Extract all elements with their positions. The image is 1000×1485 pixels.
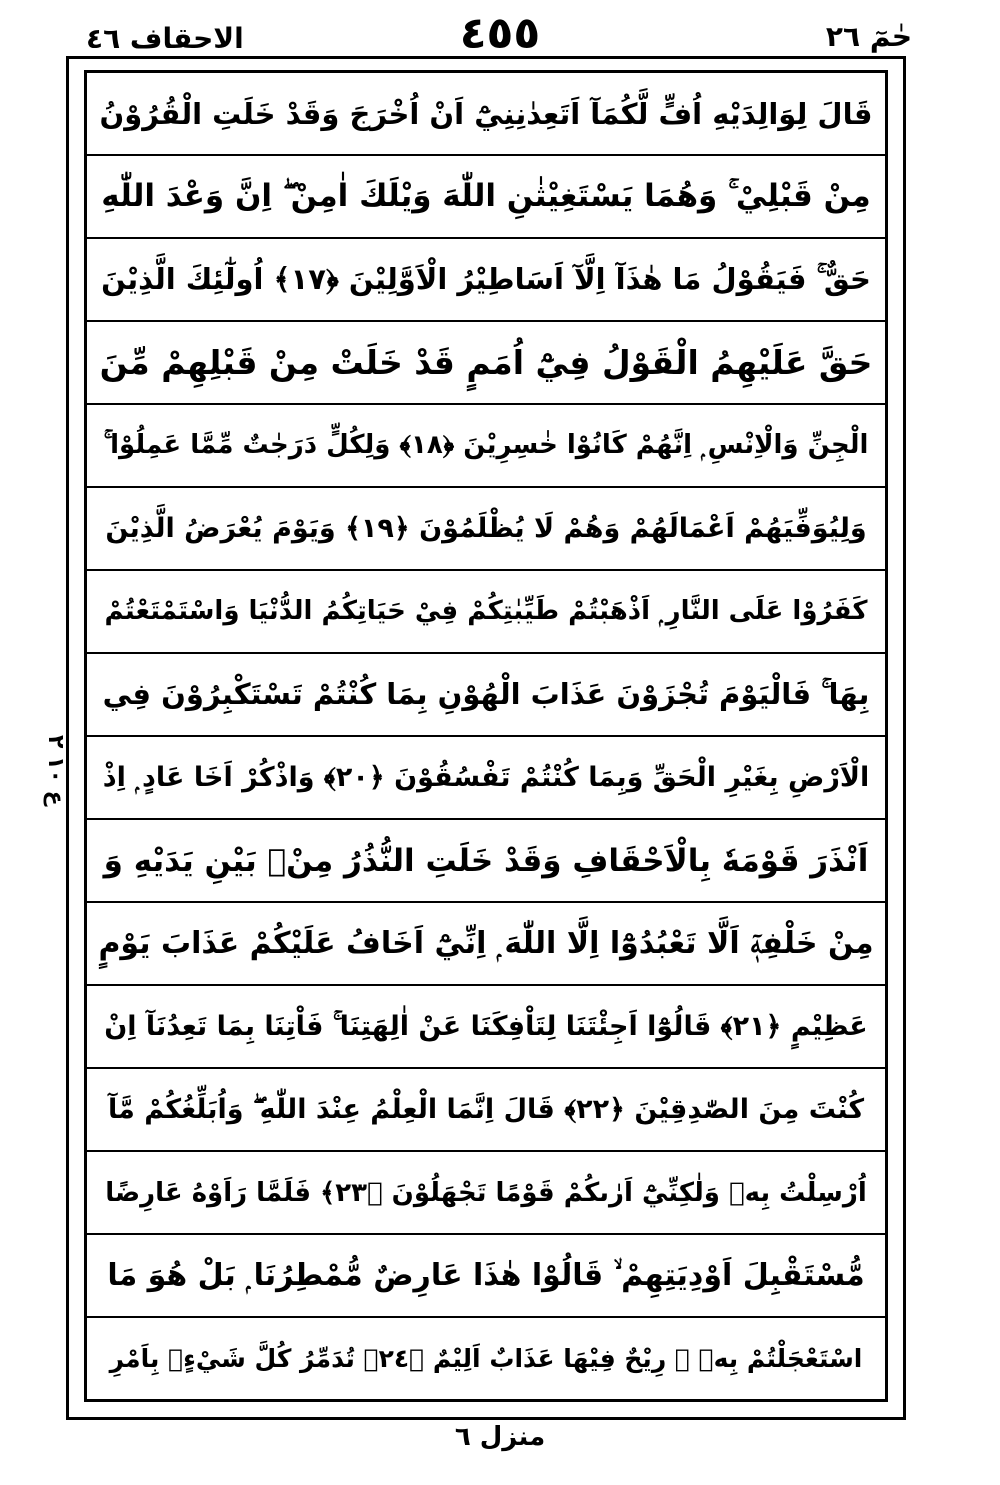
verse-line: كَفَرُوْا عَلَى النَّارِ ۭ اَذْهَبْتُمْ طَيِّبٰتِكُمْ فِيْ حَيَاتِكُمُ الدُّنْيَا وَاسْتَمْتَعْتُمْ [87, 571, 885, 654]
verse-line: الْاَرْضِ بِغَيْرِ الْحَقِّ وَبِمَا كُنْتُمْ تَفْسُقُوْنَ ﴿٢٠﴾ وَاذْكُرْ اَخَا عَادٍ ۭ اِذْ [87, 737, 885, 820]
verse-line: مِنْ قَبْلِيْ ۚ وَهُمَا يَسْتَغِيْثٰنِ اللّٰهَ وَيْلَكَ اٰمِنْ ۖ اِنَّ وَعْدَ اللّٰهِ [87, 156, 885, 239]
manzil-footer: منزل ٦ [454, 1422, 546, 1452]
verse-line: اسْتَعْجَلْتُمْ بِهٖ ۭ رِيْحٌ فِيْهَا عَذَابٌ اَلِيْمٌ ﴿٢٤﴾ تُدَمِّرُ كُلَّ شَيْءٍۢ بِاَمْرِ [109, 1344, 863, 1373]
verse-line: كُنْتَ مِنَ الصّٰدِقِيْنَ ﴿٢٢﴾ قَالَ اِنَّمَا الْعِلْمُ عِنْدَ اللّٰهِ ۖ وَاُبَلِّغُكُمْ مَّآ [87, 1069, 885, 1152]
page-header [0, 0, 1000, 62]
verse-line: وَلِيُوَفِّيَهُمْ اَعْمَالَهُمْ وَهُمْ لَا يُظْلَمُوْنَ ﴿١٩﴾ وَيَوْمَ يُعْرَضُ الَّذِيْنَ [87, 488, 885, 571]
verse-line: الْجِنِّ وَالْاِنْسِ ۭ اِنَّهُمْ كَانُوْا خٰسِرِيْنَ ﴿١٨﴾ وَلِكُلٍّ دَرَجٰتٌ مِّمَّا عَمِلُوْا ۚ [87, 405, 885, 488]
surah-name: الاحقاف ٤٦ [86, 22, 244, 55]
ruku-marker: ع ١٠ ٢ [43, 735, 68, 806]
verse-line: اَنْذَرَ قَوْمَهٗ بِالْاَحْقَافِ وَقَدْ خَلَتِ النُّذُرُ مِنْۢ بَيْنِ يَدَيْهِ وَ [87, 820, 885, 903]
verse-line: اُرْسِلْتُ بِهٖ وَلٰكِنِّيْٓ اَرٰىكُمْ قَوْمًا تَجْهَلُوْنَ ﴿٢٣﴾ فَلَمَّا رَاَوْهُ عَارِضًا [87, 1152, 885, 1235]
verse-line: حَقٌّ ۚ فَيَقُوْلُ مَا هٰذَآ اِلَّآ اَسَاطِيْرُ الْاَوَّلِيْنَ ﴿١٧﴾ اُولٰٓئِكَ الَّذِيْنَ [87, 239, 885, 322]
verse-line: حَقَّ عَلَيْهِمُ الْقَوْلُ فِيْٓ اُمَمٍ قَدْ خَلَتْ مِنْ قَبْلِهِمْ مِّنَ [87, 322, 885, 405]
verse-line: بِهَا ۚ فَالْيَوْمَ تُجْزَوْنَ عَذَابَ الْهُوْنِ بِمَا كُنْتُمْ تَسْتَكْبِرُوْنَ فِي [87, 654, 885, 737]
juz-marker: حٰمٓ ٢٦ [825, 20, 912, 53]
text-frame [84, 70, 888, 1402]
verse-line: قَالَ لِوَالِدَيْهِ اُفٍّ لَّكُمَآ اَتَعِدٰنِنِيْٓ اَنْ اُخْرَجَ وَقَدْ خَلَتِ الْقُرُوْنُ [87, 73, 885, 156]
verse-line: مِنْ خَلْفِهٖٓ اَلَّا تَعْبُدُوْٓا اِلَّا اللّٰهَ ۭ اِنِّيْٓ اَخَافُ عَلَيْكُمْ عَذَابَ يَوْمٍ [87, 903, 885, 986]
verse-line: مُّسْتَقْبِلَ اَوْدِيَتِهِمْ ۙ قَالُوْا هٰذَا عَارِضٌ مُّمْطِرُنَا ۭ بَلْ هُوَ مَا [87, 1235, 885, 1318]
page-number: ٤٥٥ [459, 8, 541, 59]
verse-line: عَظِيْمٍ ﴿٢١﴾ قَالُوْٓا اَجِئْتَنَا لِتَاْفِكَنَا عَنْ اٰلِهَتِنَا ۚ فَاْتِنَا بِمَا تَعِدُنَآ اِنْ [87, 986, 885, 1069]
